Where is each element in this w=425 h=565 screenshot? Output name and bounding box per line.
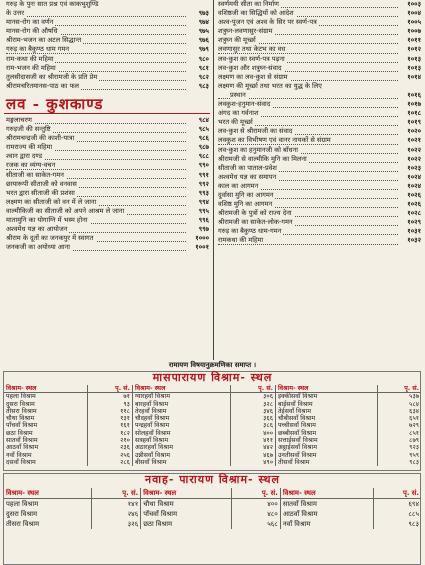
header-page: पृ. सं.: [373, 488, 421, 499]
contents-entry: [216, 209, 422, 218]
entry-title: अश्वमेध यज्ञ का समापन: [218, 172, 277, 181]
contents-entry: [216, 45, 422, 54]
page-cell: ३८६: [230, 422, 275, 429]
entry-title: श्रीरामजी से वाल्मीकि मुनि का मिलना: [218, 154, 307, 163]
page-cell: ४११: [230, 437, 275, 444]
entry-title: वशिष्ठ मुनि का आगमन: [218, 200, 273, 209]
table-header-row: [4, 488, 421, 499]
place-cell: चौबीसवाँ विश्राम: [275, 415, 377, 422]
table-row: [4, 415, 421, 422]
entry-page: ९९६: [198, 215, 209, 224]
header-place: विश्राम- स्थल: [275, 385, 377, 393]
place-cell: पहला विश्राम: [6, 500, 39, 508]
entry-page: ९९७: [198, 225, 209, 234]
table-row: [4, 393, 421, 401]
contents-entry: [216, 182, 422, 191]
entry-page: ९७४: [198, 18, 209, 27]
entry-page: १००४: [407, 9, 421, 18]
contents-entry: [4, 18, 210, 27]
entry-page: १०१३: [407, 63, 421, 72]
entry-page: १०१४: [407, 72, 421, 81]
contents-entry: [4, 198, 210, 207]
closing-note: रामायण विषयानुक्रमणिका समाप्त ।: [168, 361, 257, 369]
place-cell: सातवाँ विश्राम: [280, 499, 373, 510]
page-cell: १६१: [87, 422, 132, 429]
entry-page: १०१८: [407, 109, 421, 118]
page-cell: ९८३: [373, 519, 421, 529]
navah-title: नवाह- पारायण विश्राम- स्थल: [144, 473, 281, 486]
contents-entry: [4, 207, 210, 216]
entry-title: भरत द्वारा सीताजी की प्रशंसा: [6, 188, 75, 197]
entry-page: ९९२: [198, 179, 209, 188]
entry-page: ९८६: [198, 134, 209, 143]
entry-page: १०२०: [407, 127, 421, 136]
contents-entry: [4, 143, 210, 152]
contents-entry: [216, 100, 422, 109]
header-page: पृ. सं.: [92, 488, 141, 499]
place-cell: बाईसवाँ विश्राम: [275, 401, 377, 408]
page-cell: ८८५: [373, 509, 421, 519]
page-cell: १८२: [87, 430, 132, 437]
navah-table: [4, 488, 421, 529]
entry-title: श्रीरामजी का साकेत-लोक-गमन: [218, 218, 293, 227]
place-cell: दुसरा विश्राम: [6, 510, 38, 518]
entry-page: १०२२: [407, 154, 421, 163]
table-row: [4, 437, 421, 444]
contents-entry: [216, 136, 422, 145]
entry-page: १०२२: [407, 145, 421, 154]
entry-page: १०३१: [407, 227, 421, 236]
place-cell: सत्रहवाँ विश्राम: [132, 437, 230, 444]
entry-page: ९७९: [198, 45, 209, 54]
contents-entry: [4, 152, 210, 161]
page-cell: ३२८: [230, 401, 275, 408]
entry-page: १०२४: [407, 172, 421, 181]
table-row: [4, 444, 421, 451]
place-cell: चौथा विश्राम: [6, 415, 35, 423]
place-cell: बीसवाँ विश्राम: [132, 459, 230, 466]
entry-title: राम-भजन की महिमा: [6, 63, 56, 72]
entry-page: १०१६: [407, 90, 421, 99]
place-cell: चौदहवाँ विश्राम: [132, 415, 230, 422]
header-page: पृ. सं.: [87, 385, 132, 393]
contents-entry: [216, 146, 422, 155]
page-cell: ३०६: [230, 393, 275, 401]
contents-entry: [216, 218, 422, 227]
entry-page: ९९०: [198, 161, 209, 170]
contents-entry: [4, 234, 210, 243]
place-cell: तीसरा विश्राम: [6, 520, 40, 528]
entry-page: १०१९: [407, 118, 421, 127]
entry-title: प्रस्थान: [230, 90, 246, 99]
contents-entry: [4, 161, 210, 170]
entry-title: लव-कुश का स्वर्ण-पत्र पढ़ना: [218, 54, 285, 63]
place-cell: आठवाँ विश्राम: [280, 509, 373, 519]
table-row: [4, 408, 421, 415]
entry-page: ९७६: [198, 36, 209, 45]
column-divider: [213, 0, 214, 360]
place-cell: नवाँ विश्राम: [280, 519, 373, 529]
entry-title: श्वान द्वारा दण्ड: [6, 152, 43, 161]
right-column: [216, 0, 422, 246]
page-cell: ४८०: [231, 509, 280, 519]
entry-title: लव-कुश से श्रीरामजी का संवाद: [218, 127, 293, 136]
entry-page: १०२६: [407, 200, 421, 209]
entry-title: रामकथा की महिमा: [218, 236, 264, 245]
place-cell: बारहवाँ विश्राम: [132, 401, 230, 408]
contents-entry: [216, 36, 422, 45]
contents-entry: [216, 55, 422, 64]
place-cell: तीसवाँ विश्राम: [275, 459, 377, 466]
entry-title: श्रीराम के दूतों का जनकपुर में स्वागत: [6, 234, 94, 243]
page-cell: ३६६: [230, 415, 275, 422]
entry-page: १००७: [407, 27, 421, 36]
entry-title: रजक का व्यंग्य-वचन: [6, 161, 56, 170]
contents-entry: [216, 118, 422, 127]
header-page: पृ. सं.: [231, 488, 280, 499]
place-cell: सातवाँ विश्राम: [6, 437, 38, 445]
entry-title: दुर्वासा मुनि का आगमन: [218, 190, 274, 199]
contents-entry: [4, 45, 210, 54]
contents-entry: [216, 155, 422, 164]
section-title: लव - कुशकाण्ड: [6, 94, 104, 113]
header-place: विश्राम- स्थल: [280, 488, 373, 499]
entry-title: राम-कथा की महिमा: [6, 54, 54, 63]
contents-entry: [216, 27, 422, 36]
entry-page: ९८१: [198, 63, 209, 72]
place-cell: अठारहवाँ विश्राम: [132, 444, 230, 451]
page-cell: ९३: [87, 401, 132, 408]
entry-page: १००३: [407, 0, 421, 8]
entry-page: ९८४: [198, 115, 209, 124]
entry-page: ९७३: [198, 9, 209, 18]
entry-title: के उत्तर: [6, 9, 25, 18]
entry-page: ९९१: [198, 170, 209, 179]
place-cell: ग्यारहवाँ विश्राम: [132, 393, 230, 401]
page-cell: २५६: [87, 452, 132, 459]
entry-title: भरत की मूर्च्छा: [218, 118, 253, 127]
table-row: [4, 430, 421, 437]
contents-entry: [4, 82, 210, 91]
contents-entry: [4, 171, 210, 180]
contents-entry: [4, 116, 210, 125]
place-cell: छब्बीसवाँ विश्राम: [275, 430, 377, 437]
entry-title: तुलसीदासजी का श्रीरामजी के प्रति प्रेम: [6, 72, 98, 81]
contents-entry: [216, 200, 422, 209]
entry-page: १०११: [407, 36, 421, 45]
entry-page: १०१२: [407, 45, 421, 54]
header-place: विश्राम- स्थल: [141, 488, 232, 499]
header-place: विश्राम- स्थल: [4, 385, 87, 393]
entry-page: १००५: [407, 18, 421, 27]
entry-title: मातामुनि का योगाग्नि में भस्म होना: [6, 215, 88, 224]
contents-entry: [4, 189, 210, 198]
place-cell: पच्चीसवाँ विश्राम: [275, 422, 377, 429]
entry-page: ९८७: [198, 143, 209, 152]
page-cell: ८५१: [377, 430, 421, 437]
place-cell: उन्नीसवाँ विश्राम: [132, 452, 230, 459]
page-cell: २१०: [87, 437, 132, 444]
entry-page: १०२८: [407, 209, 421, 218]
contents-entry: [4, 125, 210, 134]
entry-page: १००१: [195, 243, 209, 252]
place-cell: छठा विश्राम: [6, 429, 33, 437]
place-cell: पाँचवाँ विश्राम: [141, 509, 232, 519]
contents-entry: [216, 64, 422, 73]
page-cell: ५३७: [377, 393, 421, 401]
page-cell: १४१: [92, 499, 141, 510]
entry-title: श्रीरामजी के पुत्रों को राज्य देना: [218, 209, 292, 218]
entry-title: लवकुश का विभीषण एवं वानर नायकों से संग्राम: [218, 136, 331, 145]
entry-title: सीताजी का पाताल-प्रवेश: [218, 163, 277, 172]
entry-page: १०२१: [407, 136, 421, 145]
contents-entry: [216, 82, 422, 91]
entry-title: वाल्मीकिजी का सीताजी को अपने आश्रम ले जाना: [6, 206, 125, 215]
contents-entry: [4, 9, 210, 18]
entry-title: श्रीराम-भजन का अटल सिद्धान्त: [6, 36, 82, 45]
place-cell: तीसरा विश्राम: [6, 407, 37, 415]
contents-entry: [4, 180, 210, 189]
entry-title: श्रीरामचन्द्रजी की काशी-यात्रा: [6, 134, 75, 143]
place-cell: दसवाँ विश्राम: [6, 458, 36, 466]
place-cell: उनतीसवाँ विश्राम: [275, 452, 377, 459]
contents-entry: [4, 55, 210, 64]
contents-entry: [216, 0, 422, 9]
entry-title: रामराज्य की महिमा: [6, 143, 53, 152]
contents-entry: [4, 27, 210, 36]
page-cell: ९५९: [377, 452, 421, 459]
page-cell: ७२९: [377, 422, 421, 429]
table-row: [4, 452, 421, 459]
header-page: पृ. सं.: [377, 385, 421, 393]
header-place: विश्राम- स्थल: [132, 385, 230, 393]
page-cell: २४६: [92, 509, 141, 519]
contents-entry: [4, 134, 210, 143]
page-cell: ९८३: [377, 459, 421, 466]
entry-title: छायारूपी सीताजी को वनवास: [6, 179, 77, 188]
page-cell: ६५१: [377, 415, 421, 422]
place-cell: सोलहवाँ विश्राम: [132, 430, 230, 437]
page-cell: २३६: [87, 444, 132, 451]
entry-title: गरुड़जी की सन्तुष्टि: [6, 125, 51, 134]
table-row: [4, 509, 421, 519]
entry-title: मानस-रोग का वर्णन: [6, 18, 54, 27]
contents-entry: [216, 164, 422, 173]
contents-entry: [4, 225, 210, 234]
entry-title: श्रीरामचरितमानस-पाठ का फल: [6, 81, 80, 90]
contents-entry: [4, 36, 210, 45]
contents-entry: [216, 173, 422, 182]
place-cell: अट्ठाईसवाँ विश्राम: [275, 444, 377, 451]
contents-entry: [216, 109, 422, 118]
place-cell: सत्ताईसवाँ विश्राम: [275, 437, 377, 444]
contents-entry: [216, 191, 422, 200]
page-cell: ४००: [230, 430, 275, 437]
place-cell: छठा विश्राम: [141, 519, 232, 529]
table-row: [4, 422, 421, 429]
entry-page: १०१७: [407, 100, 421, 109]
entry-title: शत्रुघ्न की मूर्च्छा: [218, 36, 256, 45]
entry-page: १०२३: [407, 163, 421, 172]
page-cell: ११८: [87, 408, 132, 415]
entry-title: गरुड़ का बैकुण्ठ धाम-गमन: [218, 227, 282, 236]
place-cell: दुसरा विश्राम: [6, 400, 35, 408]
entry-page: १०२६: [407, 190, 421, 199]
contents-entry: [4, 216, 210, 225]
page-cell: ३४६: [230, 408, 275, 415]
entry-title: अश्वमेध यज्ञ का आयोजन: [6, 225, 68, 234]
entry-title: लक्ष्मण का सीताजी को वन में ले जाना: [6, 197, 97, 206]
entry-page: ९९४: [198, 197, 209, 206]
entry-title: स्वर्णमयी सीता का निर्माण: [218, 0, 279, 8]
entry-title: मङ्गलाचरण: [6, 115, 32, 124]
entry-page: ९८३: [198, 81, 209, 90]
page-cell: ६३४: [377, 408, 421, 415]
entry-title: लवणासुर तथा केटभ का वध: [218, 45, 286, 54]
contents-entry: [4, 243, 210, 252]
entry-title: लक्ष्मण का लव-कुश से संग्राम: [218, 72, 288, 81]
contents-columns: [4, 0, 422, 360]
place-cell: चौथा विश्राम: [141, 499, 232, 510]
entry-page: ९७५: [198, 27, 209, 36]
section-heading: [4, 94, 210, 114]
entry-page: ९९५: [198, 206, 209, 215]
page-cell: १३१: [87, 415, 132, 422]
entry-title: लव-कुश का हनुमानजी को बाँधना: [218, 145, 298, 154]
entry-title: काल का आगमन: [218, 181, 259, 190]
contents-entry: [216, 227, 422, 236]
page-cell: ९२३: [377, 444, 421, 451]
entry-page: १०२९: [407, 218, 421, 227]
page-cell: ४००: [231, 499, 280, 510]
page-cell: ८७९: [377, 437, 421, 444]
place-cell: तेईसवाँ विश्राम: [275, 408, 377, 415]
section-underline: [4, 113, 210, 114]
table-row: [4, 401, 421, 408]
contents-entry: [216, 127, 422, 136]
header-page: पृ. सं.: [230, 385, 275, 393]
place-cell: पहला विश्राम: [6, 393, 36, 401]
page-cell: ६९४: [373, 499, 421, 510]
contents-entry: [216, 73, 422, 82]
page-cell: ४९०: [230, 459, 275, 466]
left-column: [4, 0, 210, 252]
place-cell: नवाँ विश्राम: [6, 451, 32, 459]
contents-entry: [4, 73, 210, 82]
entry-title: अंगद का गर्वनाश: [218, 109, 259, 118]
table-header-row: [4, 385, 421, 393]
contents-entry: [216, 9, 422, 18]
page-cell: ५८४: [377, 401, 421, 408]
entry-page: १०३२: [407, 236, 421, 245]
place-cell: इक्कीसवाँ विश्राम: [275, 393, 377, 401]
contents-entry: [4, 64, 210, 73]
entry-title: गरुड़ के पुनः सात प्रश्न एवं काकभुशुण्डि: [6, 0, 99, 8]
header-place: विश्राम- स्थल: [4, 488, 92, 499]
masparayan-title: मासपारायण विश्राम- स्थल: [152, 371, 273, 384]
entry-title: वशिष्ठजी का सिद्धियों को आदेश: [218, 9, 294, 18]
place-cell: पन्द्रहवाँ विश्राम: [132, 422, 230, 429]
contents-entry: [4, 0, 210, 9]
entry-page: ९८०: [198, 54, 209, 63]
entry-page: १०२४: [407, 181, 421, 190]
page-cell: ४४२: [230, 444, 275, 451]
entry-title: लवकुश-हनुमान-संवाद: [218, 100, 271, 109]
entry-title: लव-कुश और शत्रुघ्न-संवाद: [218, 63, 282, 72]
page-cell: २८६: [87, 459, 132, 466]
page-cell: ४६७: [230, 452, 275, 459]
contents-entry: [216, 236, 422, 245]
entry-page: ९८५: [198, 125, 209, 134]
place-cell: तेरहवाँ विश्राम: [132, 408, 230, 415]
contents-entry: [216, 91, 422, 100]
entry-title: जनकजी का अयोध्या आना: [6, 243, 70, 252]
entry-title: शत्रुघ्न-लवणासुर-संग्राम: [218, 27, 273, 36]
contents-entry: [216, 18, 422, 27]
entry-title: मानस-रोग की औषधि: [6, 27, 58, 36]
page-cell: ७१: [87, 393, 132, 401]
page-cell: ५६८: [231, 519, 280, 529]
place-cell: आठवाँ विश्राम: [6, 444, 39, 452]
entry-page: १०१३: [407, 54, 421, 63]
entry-page: ९८२: [198, 72, 209, 81]
table-row: [4, 499, 421, 510]
entry-title: गरुड़ का बैकुण्ठ धाम गमन: [6, 45, 70, 54]
page-cell: ३२६: [92, 519, 141, 529]
table-row: [4, 519, 421, 529]
entry-title: सीताजी का साकेत-गमन: [6, 170, 64, 179]
table-row: [4, 459, 421, 466]
entry-title: अश्व-पूजन एवं अश्व के सिर पर स्वर्ण-पत्र: [218, 18, 317, 27]
masparayan-table: [4, 385, 421, 466]
place-cell: पाँचवाँ विश्राम: [6, 422, 38, 430]
entry-title: लक्ष्मण की मूर्च्छा तथा भरत का युद्ध के लिए: [218, 81, 322, 90]
entry-page: ९८८: [198, 152, 209, 161]
entry-page: ९९३: [198, 188, 209, 197]
entry-page: १०००: [195, 234, 209, 243]
